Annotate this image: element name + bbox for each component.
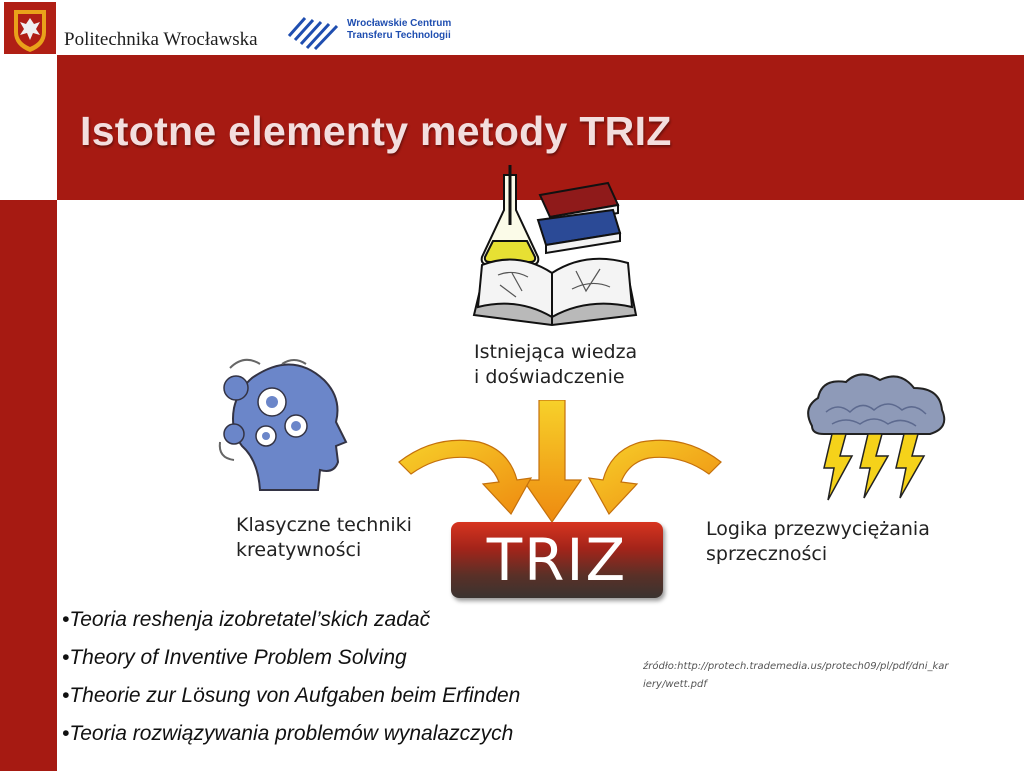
knowledge-label-line2: i doświadczenie <box>474 366 625 388</box>
creativity-label-line2: kreatywności <box>236 539 362 561</box>
creativity-label <box>236 513 412 563</box>
list-item: •Theorie zur Lösung von Aufgaben beim Erfinden <box>62 684 521 707</box>
left-curved-arrow <box>399 440 531 514</box>
creativity-label-line1: Klasyczne techniki <box>236 514 412 536</box>
triz-label: TRIZ <box>486 526 628 594</box>
left-accent-bar <box>0 200 57 771</box>
list-item: •Theory of Inventive Problem Solving <box>62 646 407 669</box>
arrows-group <box>395 400 725 524</box>
logic-label-line1: Logika przezwyciężania <box>706 518 930 540</box>
knowledge-label <box>474 340 637 390</box>
source-line2: iery/wett.pdf <box>643 679 707 690</box>
translations-list <box>62 606 520 758</box>
logic-label-line2: sprzeczności <box>706 543 828 565</box>
wctt-logo-icon <box>287 14 339 50</box>
knowledge-label-line1: Istniejąca wiedza <box>474 341 638 363</box>
university-crest-icon <box>4 2 56 54</box>
center-name-line2: Transferu Technologii <box>347 30 451 41</box>
source-note <box>643 658 1024 694</box>
slide-title: Istotne elementy metody TRIZ <box>80 108 672 154</box>
knowledge-books-flask-icon <box>468 165 643 335</box>
right-curved-arrow <box>589 440 721 514</box>
storm-cloud-lightning-icon <box>802 372 950 504</box>
logic-label <box>706 517 930 567</box>
center-down-arrow <box>523 400 581 522</box>
source-line1: źródło:http://protech.trademedia.us/protech09/pl/pdf/dni_kar <box>643 661 949 672</box>
creativity-head-gears-icon <box>212 350 352 500</box>
university-name: Politechnika Wrocławska <box>64 29 258 50</box>
center-name <box>347 18 451 42</box>
center-name-line1: Wrocławskie Centrum <box>347 18 452 29</box>
list-item: •Teoria rozwiązywania problemów wynalazczych <box>62 722 514 745</box>
list-item: •Teoria reshenja izobretatel’skich zadač <box>62 608 431 631</box>
